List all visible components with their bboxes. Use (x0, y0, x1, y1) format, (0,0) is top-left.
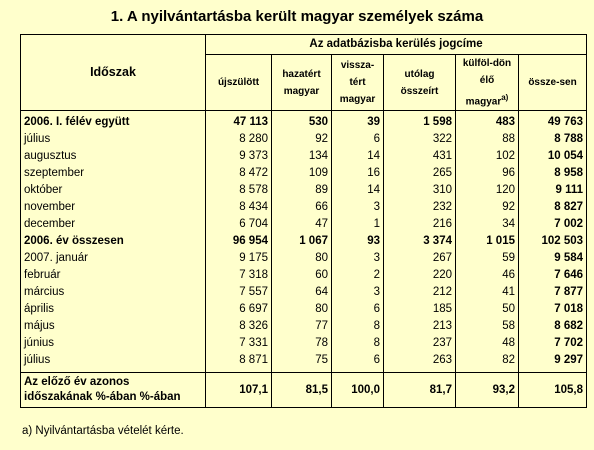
cell-value: 58 (456, 318, 519, 335)
cell-value: 7 646 (519, 267, 587, 284)
cell-value: 92 (272, 131, 332, 148)
cell-value: 60 (272, 267, 332, 284)
row-label: július (21, 352, 206, 373)
table-row (21, 318, 587, 335)
table-row (21, 131, 587, 148)
comparison-value: 81,7 (384, 373, 456, 408)
cell-value: 78 (272, 335, 332, 352)
cell-value: 47 (272, 216, 332, 233)
cell-value: 7 331 (206, 335, 272, 352)
col-header-returned: hazatért magyar (272, 55, 332, 111)
cell-value: 6 (332, 301, 384, 318)
comparison-label (21, 373, 206, 408)
cell-value: 9 584 (519, 250, 587, 267)
cell-value: 39 (332, 111, 384, 132)
row-label: július (21, 131, 206, 148)
cell-value: 10 054 (519, 148, 587, 165)
cell-value: 322 (384, 131, 456, 148)
row-label: 2007. január (21, 250, 206, 267)
cell-value: 47 113 (206, 111, 272, 132)
cell-value: 8 (332, 318, 384, 335)
cell-value: 6 704 (206, 216, 272, 233)
cell-value: 8 682 (519, 318, 587, 335)
table-row (21, 216, 587, 233)
col-header-total: össze-sen (519, 55, 587, 111)
comparison-value: 100,0 (332, 373, 384, 408)
cell-value: 8 578 (206, 182, 272, 199)
comparison-row (21, 373, 587, 408)
cell-value: 75 (272, 352, 332, 373)
cell-value: 16 (332, 165, 384, 182)
cell-value: 7 557 (206, 284, 272, 301)
cell-value: 66 (272, 199, 332, 216)
cell-value: 9 175 (206, 250, 272, 267)
cell-value: 9 297 (519, 352, 587, 373)
cell-value: 8 472 (206, 165, 272, 182)
table-row (21, 111, 587, 132)
cell-value: 48 (456, 335, 519, 352)
cell-value: 3 (332, 250, 384, 267)
comparison-label-line1: Az előző év azonos (24, 376, 130, 389)
table-row (21, 335, 587, 352)
row-label: június (21, 335, 206, 352)
cell-value: 7 318 (206, 267, 272, 284)
footnote: a) Nyilvántartásba vételét kérte. (22, 425, 184, 437)
table-row (21, 250, 587, 267)
cell-value: 7 002 (519, 216, 587, 233)
cell-value: 93 (332, 233, 384, 250)
group-header: Az adatbázisba kerülés jogcíme (206, 35, 587, 55)
cell-value: 237 (384, 335, 456, 352)
cell-value: 216 (384, 216, 456, 233)
cell-value: 8 871 (206, 352, 272, 373)
row-label: február (21, 267, 206, 284)
row-label: március (21, 284, 206, 301)
cell-value: 483 (456, 111, 519, 132)
comparison-label-line2: időszakának %-ában %-ában (24, 391, 181, 404)
col-header-repatriated: vissza-tért magyar (332, 55, 384, 111)
cell-value: 431 (384, 148, 456, 165)
table-row (21, 148, 587, 165)
col-header-newborn: újszülött (206, 55, 272, 111)
statistics-table (20, 34, 587, 408)
table-row (21, 233, 587, 250)
row-label: november (21, 199, 206, 216)
row-label: május (21, 318, 206, 335)
cell-value: 50 (456, 301, 519, 318)
cell-value: 6 697 (206, 301, 272, 318)
comparison-value: 105,8 (519, 373, 587, 408)
cell-value: 9 111 (519, 182, 587, 199)
cell-value: 232 (384, 199, 456, 216)
cell-value: 64 (272, 284, 332, 301)
comparison-value: 107,1 (206, 373, 272, 408)
cell-value: 102 503 (519, 233, 587, 250)
cell-value: 9 373 (206, 148, 272, 165)
cell-value: 530 (272, 111, 332, 132)
cell-value: 96 (456, 165, 519, 182)
footnote-marker: a) (501, 93, 509, 102)
row-label: október (21, 182, 206, 199)
cell-value: 14 (332, 148, 384, 165)
cell-value: 46 (456, 267, 519, 284)
row-label: 2006. I. félév együtt (21, 111, 206, 132)
cell-value: 88 (456, 131, 519, 148)
table-row (21, 267, 587, 284)
cell-value: 134 (272, 148, 332, 165)
row-label: szeptember (21, 165, 206, 182)
cell-value: 2 (332, 267, 384, 284)
comparison-value: 93,2 (456, 373, 519, 408)
cell-value: 263 (384, 352, 456, 373)
col-header-abroad-text: külföl-dön élő magyar (462, 58, 512, 108)
cell-value: 59 (456, 250, 519, 267)
cell-value: 34 (456, 216, 519, 233)
col-header-registered-later: utólag összeírt (384, 55, 456, 111)
cell-value: 7 018 (519, 301, 587, 318)
cell-value: 7 877 (519, 284, 587, 301)
cell-value: 7 702 (519, 335, 587, 352)
cell-value: 8 827 (519, 199, 587, 216)
table-row (21, 165, 587, 182)
cell-value: 77 (272, 318, 332, 335)
row-label: augusztus (21, 148, 206, 165)
cell-value: 3 (332, 199, 384, 216)
cell-value: 109 (272, 165, 332, 182)
cell-value: 3 374 (384, 233, 456, 250)
cell-value: 212 (384, 284, 456, 301)
table-row (21, 284, 587, 301)
cell-value: 1 (332, 216, 384, 233)
cell-value: 213 (384, 318, 456, 335)
cell-value: 89 (272, 182, 332, 199)
cell-value: 49 763 (519, 111, 587, 132)
table-row (21, 199, 587, 216)
table-body (21, 111, 587, 373)
col-header-abroad (456, 55, 519, 111)
cell-value: 6 (332, 352, 384, 373)
table-title: 1. A nyilvántartásba került magyar személyek száma (110, 8, 484, 25)
cell-value: 8 (332, 335, 384, 352)
cell-value: 80 (272, 250, 332, 267)
cell-value: 8 434 (206, 199, 272, 216)
table-row (21, 352, 587, 373)
row-label: december (21, 216, 206, 233)
cell-value: 96 954 (206, 233, 272, 250)
cell-value: 6 (332, 131, 384, 148)
comparison-value: 81,5 (272, 373, 332, 408)
cell-value: 8 280 (206, 131, 272, 148)
cell-value: 185 (384, 301, 456, 318)
cell-value: 8 326 (206, 318, 272, 335)
cell-value: 1 015 (456, 233, 519, 250)
cell-value: 41 (456, 284, 519, 301)
table-row (21, 301, 587, 318)
cell-value: 8 788 (519, 131, 587, 148)
cell-value: 265 (384, 165, 456, 182)
period-header: Időszak (21, 35, 206, 111)
cell-value: 120 (456, 182, 519, 199)
cell-value: 220 (384, 267, 456, 284)
table-row (21, 182, 587, 199)
cell-value: 82 (456, 352, 519, 373)
row-label: április (21, 301, 206, 318)
cell-value: 3 (332, 284, 384, 301)
cell-value: 102 (456, 148, 519, 165)
cell-value: 1 598 (384, 111, 456, 132)
cell-value: 80 (272, 301, 332, 318)
row-label: 2006. év összesen (21, 233, 206, 250)
cell-value: 92 (456, 199, 519, 216)
cell-value: 1 067 (272, 233, 332, 250)
cell-value: 310 (384, 182, 456, 199)
cell-value: 267 (384, 250, 456, 267)
cell-value: 14 (332, 182, 384, 199)
cell-value: 8 958 (519, 165, 587, 182)
